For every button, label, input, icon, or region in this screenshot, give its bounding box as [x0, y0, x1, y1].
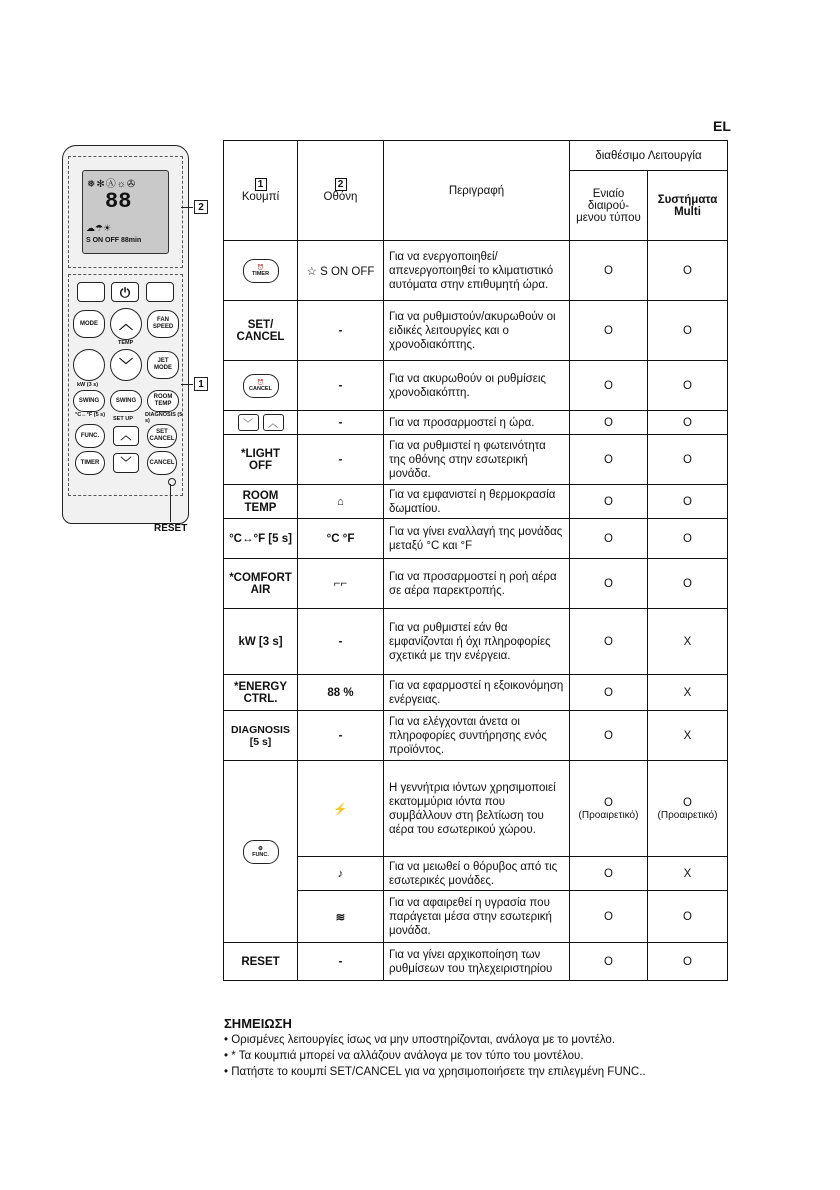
- single-cell: O: [570, 711, 648, 761]
- optional-note: (Προαιρετικό): [578, 809, 639, 821]
- description-cell: Η γεννήτρια ιόντων χρησιμοποιεί εκατομμύρια ιόντα που συμβάλλουν στη βελτίωση του αέρα του εσωτερικού χώρου.: [384, 761, 570, 857]
- remote-control-illustration: [62, 145, 189, 524]
- table-row: [224, 857, 728, 891]
- single-cell: O: [570, 435, 648, 485]
- multi-cell: X: [648, 711, 728, 761]
- description-cell: Για να γίνει εναλλαγή της μονάδας μεταξύ °C και °F: [384, 519, 570, 559]
- note-list: [224, 1032, 646, 1080]
- multi-cell: O: [648, 301, 728, 361]
- multi-cell: O: [648, 361, 728, 411]
- timer-button[interactable]: TIMER: [75, 451, 105, 475]
- description-cell: Για να μειωθεί ο θόρυβος από τις εσωτερικές μονάδες.: [384, 857, 570, 891]
- func-button[interactable]: FUNC.: [75, 424, 105, 448]
- note-title: ΣΗΜΕΙΩΣΗ: [224, 1016, 292, 1031]
- multi-cell: X: [648, 675, 728, 711]
- temp-down-icon[interactable]: ﹀: [110, 349, 142, 381]
- button-cell: *COMFORT AIR: [224, 559, 298, 609]
- power-icon[interactable]: ⏻: [111, 282, 139, 302]
- multi-cell: O: [648, 411, 728, 435]
- display-cell: -: [298, 361, 384, 411]
- swing-vertical-button[interactable]: SWING: [73, 390, 105, 412]
- callout-1: 1: [194, 377, 208, 391]
- multi-cell: O: [683, 796, 692, 809]
- callout2-leader: [181, 207, 193, 208]
- language-code: EL: [713, 118, 731, 134]
- kw-label: kW (3 s): [77, 382, 99, 388]
- timer-clock-icon: ⏰ TIMER: [243, 259, 279, 283]
- single-cell: O: [570, 943, 648, 981]
- header-description: Περιγραφή: [384, 141, 570, 241]
- display-cell: -: [298, 435, 384, 485]
- display-cell: ☆ S ON OFF: [298, 241, 384, 301]
- button-cell: °C↔°F [5 s]: [224, 519, 298, 559]
- up-arrow-icon[interactable]: ︿: [113, 426, 139, 446]
- button-cell: SET/ CANCEL: [224, 301, 298, 361]
- header-availability: διαθέσιμο Λειτουργία: [570, 141, 728, 171]
- multi-cell: O: [648, 891, 728, 943]
- remote-lcd: [82, 170, 169, 254]
- table-row: [224, 609, 728, 675]
- lcd-weather-icons: ☁☂☀: [86, 223, 112, 233]
- table-row: [224, 411, 728, 435]
- button-function-table: [223, 140, 728, 981]
- ionizer-icon: ⚡: [298, 761, 384, 857]
- button-cell: *LIGHT OFF: [224, 435, 298, 485]
- table-row: [224, 675, 728, 711]
- table-row: [224, 361, 728, 411]
- header-button: 1 Κουμπί: [224, 141, 298, 241]
- cancel-clock-icon: ⏰ CANCEL: [243, 374, 279, 398]
- table-row: [224, 711, 728, 761]
- reset-leader: [170, 484, 172, 522]
- single-cell: O: [570, 361, 648, 411]
- single-cell: O: [570, 891, 648, 943]
- jet-mode-button[interactable]: JET MODE: [147, 351, 179, 379]
- remote-comfort-button[interactable]: [146, 282, 174, 302]
- display-cell: -: [298, 711, 384, 761]
- display-cell: -: [298, 301, 384, 361]
- multi-cell: O: [648, 241, 728, 301]
- multi-cell: X: [648, 609, 728, 675]
- lcd-digits: 88: [105, 189, 132, 214]
- single-cell: O: [570, 485, 648, 519]
- lcd-mode-icons: ❅✻Ⓐ☼✇: [87, 179, 137, 190]
- diagnosis-label: DIAGNOSIS (5 s): [145, 412, 183, 424]
- func-gear-icon: ⚙ FUNC.: [243, 840, 279, 864]
- multi-cell: X: [648, 857, 728, 891]
- single-cell: O: [570, 857, 648, 891]
- table-row: [224, 761, 728, 857]
- cancel-button[interactable]: CANCEL: [147, 451, 177, 475]
- set-cancel-button[interactable]: SET CANCEL: [147, 424, 177, 448]
- optional-note: (Προαιρετικό): [657, 809, 718, 821]
- thermometer-house-icon: ⌂: [298, 485, 384, 519]
- table-row: [224, 301, 728, 361]
- description-cell: Για να προσαρμοστεί η ροή αέρα σε αέρα παρεκτροπής.: [384, 559, 570, 609]
- button-cell: kW [3 s]: [224, 609, 298, 675]
- energy-display-icon: 88 %: [298, 675, 384, 711]
- setup-label: SET UP: [113, 416, 133, 422]
- temp-label: TEMP: [118, 340, 134, 346]
- description-cell: Για να αφαιρεθεί η υγρασία που παράγεται μέσα στην εσωτερική μονάδα.: [384, 891, 570, 943]
- fan-speed-button[interactable]: FAN SPEED: [147, 310, 179, 338]
- description-cell: Για να προσαρμοστεί η ώρα.: [384, 411, 570, 435]
- single-cell: O: [570, 609, 648, 675]
- button-cell: ROOM TEMP: [224, 485, 298, 519]
- description-cell: Για να εφαρμοστεί η εξοικονόμηση ενέργειας.: [384, 675, 570, 711]
- single-cell: O: [570, 241, 648, 301]
- lcd-timer-row: S ON OFF 88min: [86, 237, 142, 244]
- multi-cell: O: [648, 485, 728, 519]
- callout1-leader: [181, 384, 193, 385]
- room-temp-button[interactable]: ROOM TEMP: [147, 390, 179, 412]
- mode-button[interactable]: MODE: [73, 310, 105, 338]
- description-cell: Για να ρυθμιστεί η φωτεινότητα της οθόνης στην εσωτερική μονάδα.: [384, 435, 570, 485]
- single-cell: O: [570, 301, 648, 361]
- table-row: [224, 559, 728, 609]
- single-cell: O: [570, 519, 648, 559]
- down-arrow-icon[interactable]: ﹀: [113, 453, 139, 473]
- display-cell: -: [298, 411, 384, 435]
- multi-cell: O: [648, 943, 728, 981]
- button-cell: *ENERGY CTRL.: [224, 675, 298, 711]
- description-cell: Για να εμφανιστεί η θερμοκρασία δωματίου.: [384, 485, 570, 519]
- single-cell: O: [570, 559, 648, 609]
- header-multi: Συστήματα Multi: [648, 171, 728, 241]
- callout-2: 2: [194, 200, 208, 214]
- comfort-air-icon: ⌐⌐: [298, 559, 384, 609]
- swing-horizontal-button[interactable]: SWING: [110, 390, 142, 412]
- swing-sub-label: °C↔°F (5 s): [75, 412, 106, 418]
- description-cell: Για να ρυθμιστούν/ακυρωθούν οι ειδικές λειτουργίες και ο χρονοδιακόπτης.: [384, 301, 570, 361]
- low-noise-icon: ♪: [298, 857, 384, 891]
- table-row: [224, 435, 728, 485]
- single-cell: O: [570, 411, 648, 435]
- note-item: • * Τα κουμπιά μπορεί να αλλάζουν ανάλογα με τον τύπο του μοντέλου.: [224, 1048, 646, 1064]
- description-cell: Για να ελέγχονται άνετα οι πληροφορίες συντήρησης ενός προϊόντος.: [384, 711, 570, 761]
- table-row: [224, 241, 728, 301]
- button-cell: DIAGNOSIS [5 s]: [224, 711, 298, 761]
- description-cell: Για να γίνει αρχικοποίηση των ρυθμίσεων του τηλεχειριστηρίου: [384, 943, 570, 981]
- header-single-split: Ενιαίο διαιρού-μενου τύπου: [570, 171, 648, 241]
- table-row: [224, 943, 728, 981]
- single-cell: O: [570, 675, 648, 711]
- description-cell: Για να ενεργοποιηθεί/απενεργοποιηθεί το κλιματιστικό αυτόματα στην επιθυμητή ώρα.: [384, 241, 570, 301]
- multi-cell: O: [648, 559, 728, 609]
- auto-clean-icon: ≋: [298, 891, 384, 943]
- table-row: [224, 519, 728, 559]
- remote-star-button[interactable]: [73, 349, 105, 381]
- temp-up-icon[interactable]: ︿: [110, 308, 142, 340]
- description-cell: Για να ρυθμιστεί εάν θα εμφανίζονται ή όχι πληροφορίες σχετικά με την ενέργεια.: [384, 609, 570, 675]
- single-cell: O: [604, 796, 613, 809]
- chevron-up-icon: ︿: [263, 414, 284, 431]
- reset-label: RESET: [154, 523, 188, 534]
- note-item: • Πατήστε το κουμπί SET/CANCEL για να χρησιμοποιήσετε την επιλεγμένη FUNC..: [224, 1064, 646, 1080]
- display-cell: -: [298, 609, 384, 675]
- note-item: • Ορισμένες λειτουργίες ίσως να μην υποστηρίζονται, ανάλογα με το μοντέλο.: [224, 1032, 646, 1048]
- display-cell: -: [298, 943, 384, 981]
- remote-light-button[interactable]: [77, 282, 105, 302]
- multi-cell: O: [648, 435, 728, 485]
- multi-cell: O: [648, 519, 728, 559]
- description-cell: Για να ακυρωθούν οι ρυθμίσεις χρονοδιακόπτη.: [384, 361, 570, 411]
- table-row: [224, 485, 728, 519]
- header-display: 2 Οθόνη: [298, 141, 384, 241]
- table-row: [224, 891, 728, 943]
- display-cell: °C °F: [298, 519, 384, 559]
- button-cell: RESET: [224, 943, 298, 981]
- chevron-down-icon: ﹀: [238, 414, 259, 431]
